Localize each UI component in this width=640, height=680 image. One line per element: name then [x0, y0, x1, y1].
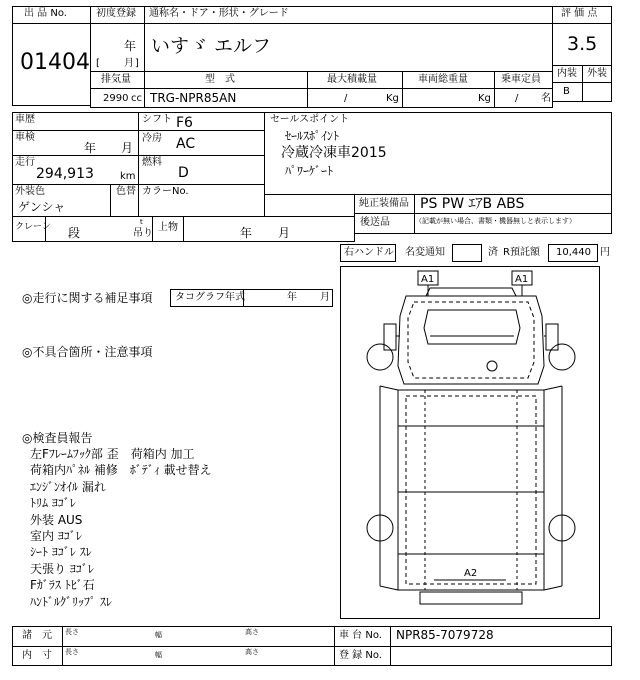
inspector-line-6: 室内 ﾖｺﾞﾚ	[30, 529, 82, 544]
color-value: ゲンシャ	[18, 200, 66, 214]
inspector-label: ◎検査員報告	[22, 431, 93, 445]
inspection-label: 車検	[15, 132, 35, 143]
interior-length-label: 長さ	[65, 648, 79, 656]
mileage-value: 294,913	[36, 166, 94, 182]
interior-height-label: 高さ	[245, 648, 259, 656]
first-reg-month-unit: 月	[124, 58, 134, 69]
crane-ton: t	[140, 218, 143, 226]
model-label: 型 式	[205, 74, 235, 85]
interior-width-label: 幅	[155, 651, 162, 659]
inspector-report	[30, 446, 330, 610]
aftermarket-note: （記載が無い場合、書類・機器無しと表示します）	[415, 217, 576, 225]
steering-value: 右ハンドル	[344, 247, 394, 258]
ac-value: AC	[176, 136, 196, 152]
gross-weight-label: 車両総重量	[418, 74, 468, 85]
lot-number: 01404	[20, 50, 90, 75]
shift-label: シフト	[142, 114, 172, 125]
name-change-box	[452, 244, 482, 262]
mileage-label: 走行	[15, 157, 35, 168]
equipment-items: PS PW ｴｱB ABS	[420, 196, 525, 212]
chassis-number: NPR85-7079728	[396, 628, 494, 642]
sales-point-3: ﾊﾟﾜｰｹﾞｰﾄ	[285, 164, 334, 178]
tacho-label: タコグラフ年式	[175, 292, 245, 303]
first-reg-label: 初度登録	[96, 8, 136, 19]
sales-label: セールスポイント	[270, 114, 350, 125]
upper-label: 上物	[158, 222, 178, 233]
capacity-unit: 名	[541, 93, 551, 104]
inspector-line-7: ｼｰﾄ ﾖｺﾞﾚ ｽﾚ	[30, 545, 92, 560]
color-label: 外装色	[15, 186, 45, 197]
inspector-line-10: ﾊﾝﾄﾞﾙｸﾞﾘｯﾌﾟ ｽﾚ	[30, 594, 112, 609]
recall-label: R預託額	[503, 247, 540, 258]
inspector-line-1: 左Fﾌﾚｰﾑﾌｯｸ部 歪 荷箱内 加工	[30, 447, 195, 461]
upper-year: 年	[240, 226, 253, 240]
dims-height-label: 高さ	[245, 628, 259, 636]
cc-unit: cc	[131, 93, 142, 104]
capacity-label: 乗車定員	[501, 74, 541, 85]
dims-length-label: 長さ	[65, 628, 79, 636]
defect-notes-label: ◎不具合箇所・注意事項	[22, 345, 153, 359]
check-mark: 済	[488, 247, 498, 258]
model-value: TRG-NPR85AN	[150, 91, 237, 105]
first-reg-year-unit: 年	[124, 39, 137, 53]
history-label: 車歴	[15, 114, 35, 125]
inspector-line-4: ﾄﾘﾑ ﾖｺﾞﾚ	[30, 496, 76, 511]
name-change-label: 名変通知	[405, 247, 445, 258]
chassis-label: 車 台 No.	[339, 630, 382, 641]
upper-month: 月	[278, 226, 291, 240]
inspector-line-3: ｴﾝｼﾞﾝｵｲﾙ 漏れ	[30, 479, 106, 494]
reg-label: 登 録 No.	[339, 650, 382, 661]
displacement-value: 2990	[103, 93, 129, 104]
tacho-month: 月	[320, 292, 330, 303]
inspector-line-9: Fｶﾞﾗｽ ﾄﾋﾞ石	[30, 578, 95, 593]
ac-label: 冷房	[142, 133, 162, 144]
max-load-slash: /	[344, 93, 348, 104]
grade-label: 評 価 点	[561, 8, 598, 19]
mark-a2: A2	[464, 568, 478, 579]
crane-lift: 吊り	[133, 228, 153, 239]
interior-grade-label: 内装	[557, 68, 577, 79]
crane-stage: 段	[68, 226, 81, 240]
fuel-value: D	[178, 165, 189, 181]
driving-notes-label: ◎走行に関する補足事項	[22, 291, 153, 305]
lot-label: 出 品 No.	[24, 8, 67, 19]
name-label: 通称名・ドア・形状・グレード	[149, 8, 289, 19]
truck-diagram	[340, 266, 600, 619]
mark-a1-right: A1	[515, 274, 529, 285]
inspector-line-8: 天張り ﾖｺﾞﾚ	[30, 561, 94, 576]
shift-value: F6	[176, 115, 193, 131]
aftermarket-label: 後送品	[360, 217, 390, 228]
inspection-year: 年	[84, 141, 97, 155]
km-unit: km	[120, 171, 136, 182]
max-load-unit: Kg	[386, 93, 399, 104]
inspector-line-2: 荷箱内ﾊﾟﾈﾙ 補修 ﾎﾞﾃﾞｨ 載せ替え	[30, 463, 212, 478]
color-no-label: カラーNo.	[142, 186, 189, 197]
recall-value: 10,440	[556, 247, 591, 258]
max-load-label: 最大積載量	[327, 74, 377, 85]
sales-point-2: 冷蔵冷凍車2015	[281, 145, 387, 161]
inspector-line-5: 外装 AUS	[30, 512, 83, 527]
equipment-label: 純正装備品	[359, 198, 409, 209]
car-name: いすゞ エルフ	[151, 35, 272, 57]
tacho-year: 年	[287, 292, 297, 303]
mark-a1-left: A1	[421, 274, 435, 285]
displacement-label: 排気量	[101, 74, 131, 85]
grade-value: 3.5	[567, 33, 598, 55]
dims-label: 諸 元	[22, 630, 52, 641]
interior-dims-label: 内 寸	[22, 650, 52, 661]
dims-width-label: 幅	[155, 631, 162, 639]
capacity-slash: /	[515, 93, 519, 104]
first-reg-bracket-close: ]	[135, 58, 139, 69]
sales-point-1: ｾｰﾙｽﾎﾟｲﾝﾄ	[285, 129, 340, 143]
inspection-month: 月	[121, 141, 134, 155]
gross-weight-unit: Kg	[478, 93, 491, 104]
first-reg-bracket-open: [	[96, 58, 100, 69]
interior-grade-value: B	[563, 86, 570, 97]
color-change-label: 色替	[116, 186, 136, 197]
yen-unit: 円	[600, 247, 610, 258]
fuel-label: 燃料	[142, 157, 162, 168]
crane-label: クレーン	[15, 222, 51, 232]
exterior-grade-label: 外装	[587, 68, 607, 79]
